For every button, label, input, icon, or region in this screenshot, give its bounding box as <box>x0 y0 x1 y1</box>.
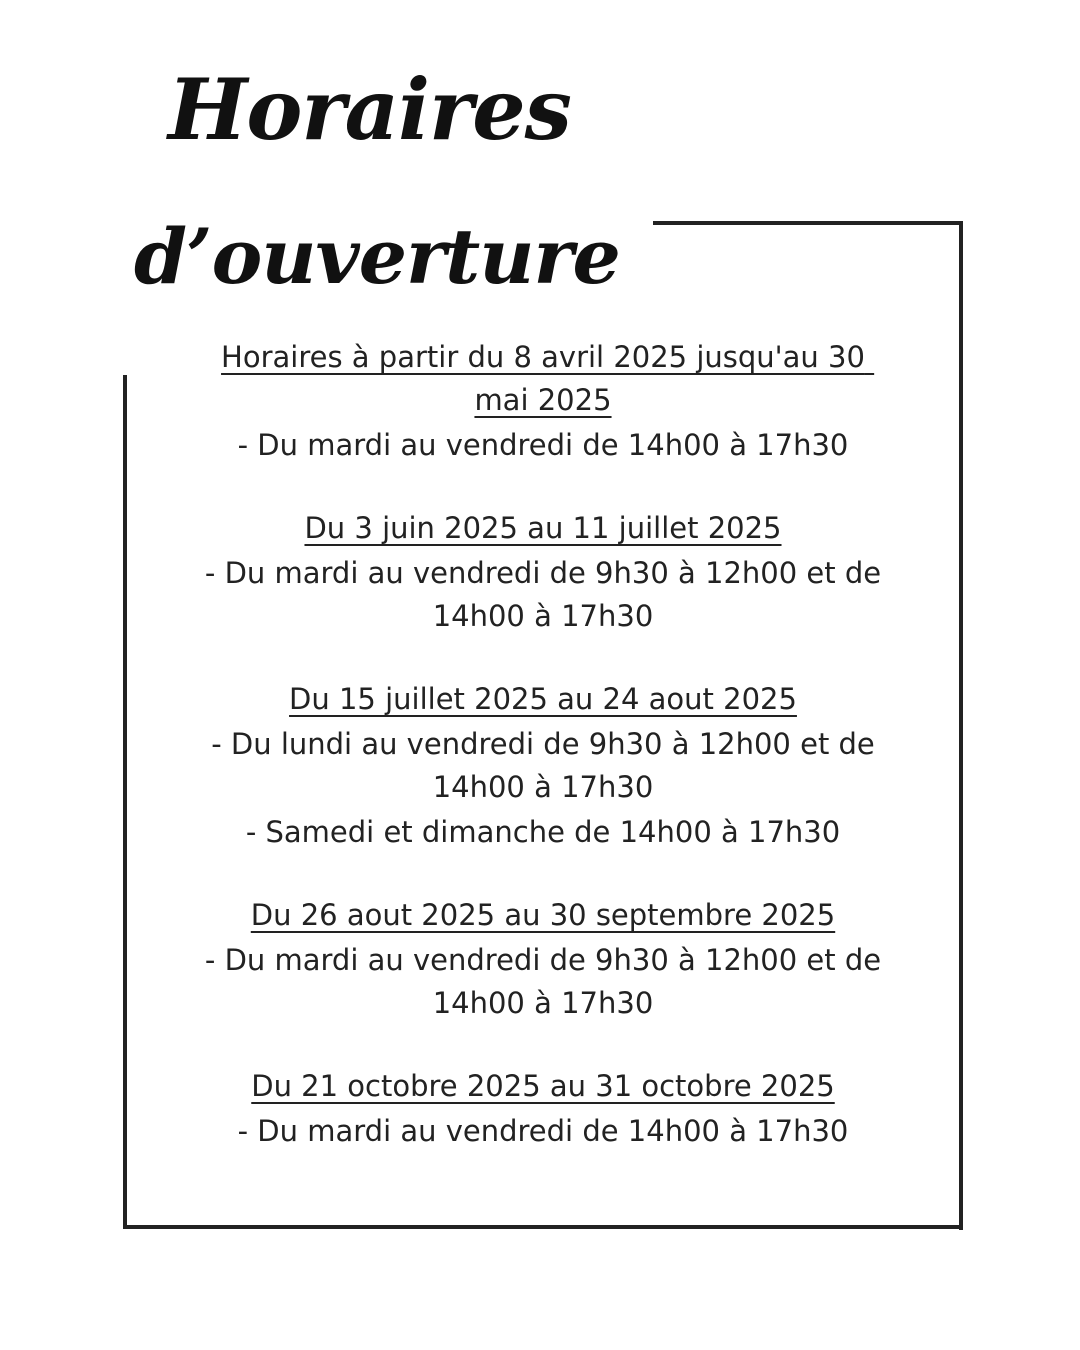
period-hours-line: - Du mardi au vendredi de 14h00 à 17h30 <box>237 428 849 462</box>
frame-left-border <box>123 375 127 1229</box>
period-block-4 <box>190 894 896 1025</box>
period-title: Du 21 octobre 2025 au 31 octobre 2025 <box>251 1069 835 1103</box>
period-hours-line: - Du mardi au vendredi de 9h30 à 12h00 et de 14h00 à 17h30 <box>204 943 882 1020</box>
period-hours-line: - Du lundi au vendredi de 9h30 à 12h00 et de 14h00 à 17h30 <box>211 727 875 804</box>
period-hours-line: - Du mardi au vendredi de 14h00 à 17h30 <box>237 1114 849 1148</box>
period-title: Du 15 juillet 2025 au 24 aout 2025 <box>289 682 797 716</box>
period-hours-line: - Samedi et dimanche de 14h00 à 17h30 <box>245 815 841 849</box>
period-block-3 <box>190 678 896 854</box>
opening-hours-list <box>190 336 896 1193</box>
page-title-line-2: d’ouverture <box>134 212 620 301</box>
period-block-2 <box>190 507 896 638</box>
period-title: Du 3 juin 2025 au 11 juillet 2025 <box>304 511 782 545</box>
frame-bottom-border <box>123 1225 963 1229</box>
frame-top-border <box>653 221 963 225</box>
period-title: Du 26 aout 2025 au 30 septembre 2025 <box>250 898 836 932</box>
frame-right-border <box>959 221 963 1230</box>
period-block-5 <box>190 1065 896 1153</box>
page-title-line-1: Horaires <box>168 60 571 159</box>
period-hours-line: - Du mardi au vendredi de 9h30 à 12h00 et de 14h00 à 17h30 <box>204 556 882 633</box>
period-title: Horaires à partir du 8 avril 2025 jusqu'au 30 mai 2025 <box>221 340 875 417</box>
period-block-1 <box>190 336 896 467</box>
